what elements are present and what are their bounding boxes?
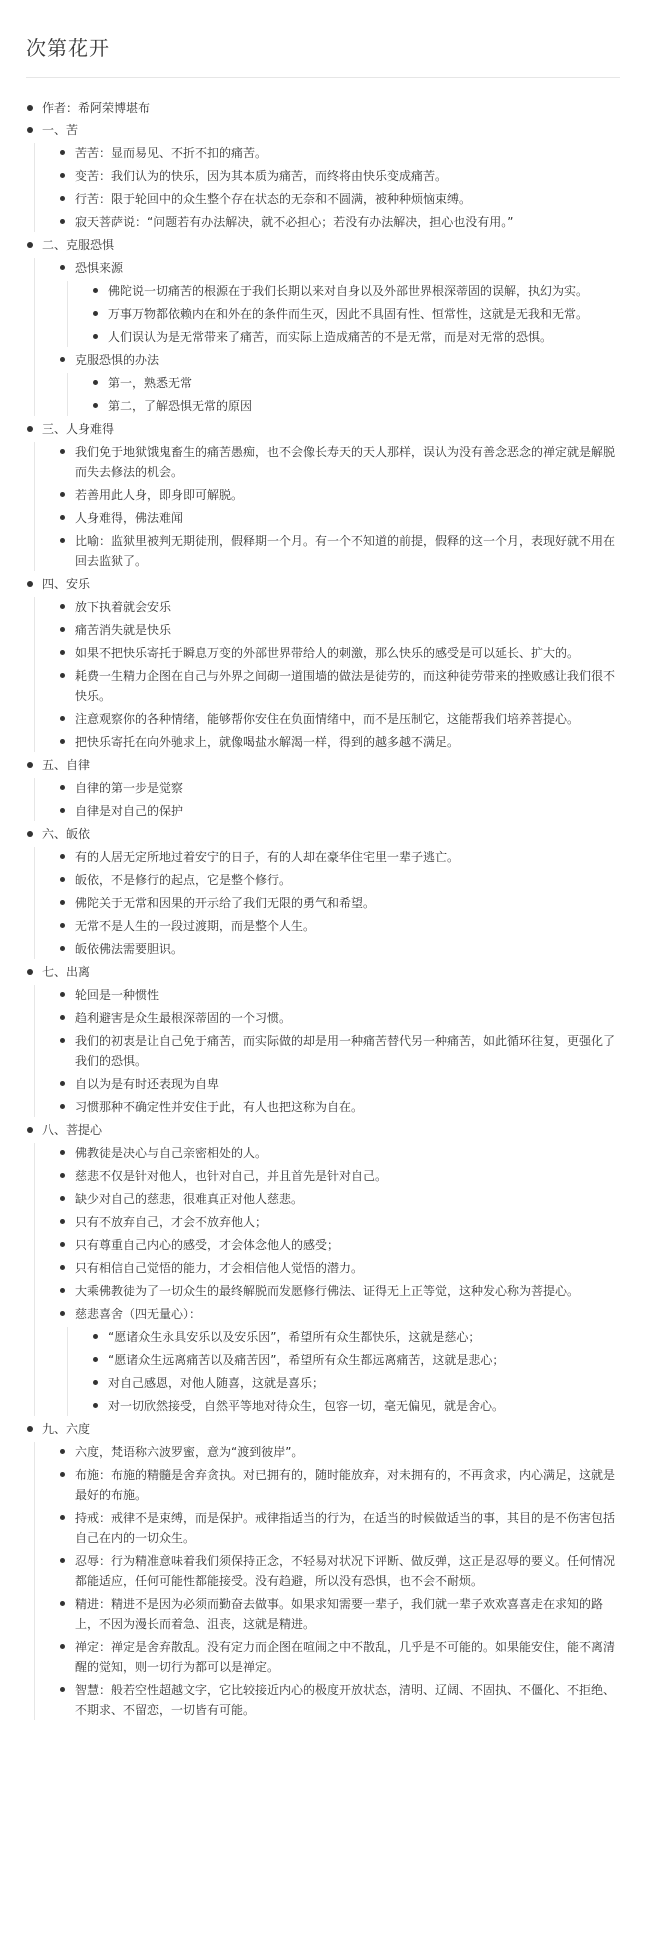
list-item [59,1304,620,1416]
list-item [59,778,620,798]
list-item [59,1074,620,1094]
nested-list-item-text: 对一切欣然接受，自然平等地对待众生，包容一切，毫无偏见，就是舍心。 [108,1399,505,1413]
list-item-text: 比喻：监狱里被判无期徒刑，假释期一个月。有一个不知道的前提，假释的这一个月，表现好就不用在回去监狱了。 [75,534,616,568]
section-sublist [34,847,620,959]
list-item-text: 自律的第一步是觉察 [75,781,184,795]
list-item [59,847,620,867]
section-sublist [34,985,620,1117]
list-item-text: 佛陀关于无常和因果的开示给了我们无限的勇气和希望。 [75,896,376,910]
list-item-text: 注意观察你的各种情绪，能够帮你安住在负面情绪中，而不是压制它，这能帮我们培养菩提心。 [75,712,580,726]
list-item-text: 佛教徒是决心与自己亲密相处的人。 [75,1146,268,1160]
list-item-text: 耗费一生精力企图在自己与外界之间砌一道围墙的做法是徒劳的，而这种徒劳带来的挫败感让我们很不快乐。 [75,669,616,703]
list-item-text: 自以为是有时还表现为自卑 [75,1077,220,1091]
nested-list-item [92,281,620,301]
list-item-text: 把快乐寄托在向外驰求上，就像喝盐水解渴一样，得到的越多越不满足。 [75,735,460,749]
list-item-text: 只有不放弃自己，才会不放弃他人； [75,1215,268,1229]
list-item [59,258,620,347]
nested-list-item [92,327,620,347]
section-heading: 一、苦 [42,123,79,137]
list-item [59,143,620,163]
list-item-text: 无常不是人生的一段过渡期，而是整个人生。 [75,919,316,933]
nested-list-item-text: 对自己感恩，对他人随喜，这就是喜乐； [108,1376,325,1390]
section-item [26,1419,620,1720]
list-item [59,442,620,482]
nested-list-item [92,1327,620,1347]
list-item-text: 只有尊重自己内心的感受，才会体念他人的感受； [75,1238,340,1252]
section-heading: 八、菩提心 [42,1123,103,1137]
list-item [59,1551,620,1591]
list-item [59,1594,620,1634]
list-item [59,1508,620,1548]
list-item [59,531,620,571]
list-item-text: 轮回是一种惯性 [75,988,160,1002]
list-item-text: 行苦：限于轮回中的众生整个存在状态的无奈和不圆满，被种种烦恼束缚。 [75,192,472,206]
nested-list-item-text: “愿诸众生永具安乐以及安乐因”，希望所有众生都快乐，这就是慈心； [108,1330,481,1344]
list-item-text: 习惯那种不确定性并安住于此，有人也把这称为自在。 [75,1100,364,1114]
list-item-text: 缺少对自己的慈悲，很难真正对他人慈悲。 [75,1192,304,1206]
list-item [59,1235,620,1255]
list-item-text: 精进：精进不是因为必须而勤奋去做事。如果求知需要一辈子，我们就一辈子欢欢喜喜走在求知的路上，不因为漫长而着急、沮丧，这就是精进。 [75,1597,604,1631]
nested-sublist [67,1327,620,1416]
section-item [26,962,620,1117]
list-item [59,1166,620,1186]
section-sublist [34,143,620,232]
section-sublist [34,1442,620,1720]
list-item [59,985,620,1005]
section-sublist [34,597,620,752]
list-item [59,709,620,729]
list-item [59,1465,620,1505]
section-sublist [34,1143,620,1416]
section-item [26,419,620,571]
nested-sublist [67,373,620,416]
section-sublist [34,442,620,571]
section-heading: 九、六度 [42,1422,91,1436]
section-item [26,824,620,959]
list-item-text: 寂天菩萨说：“问题若有办法解决，就不必担心；若没有办法解决，担心也没有用。” [75,215,514,229]
nested-list-item [92,373,620,393]
list-item-text: 我们免于地狱饿鬼畜生的痛苦愚痴，也不会像长寿天的天人那样，误认为没有善念恶念的禅定就是解脱而失去修法的机会。 [75,445,616,479]
list-item-text: 智慧：般若空性超越文字，它比较接近内心的极度开放状态，清明、辽阔、不固执、不僵化、不拒绝、不期求、不留恋，一切皆有可能。 [75,1683,616,1717]
list-item [59,1258,620,1278]
list-item-text: 变苦：我们认为的快乐，因为其本质为痛苦，而终将由快乐变成痛苦。 [75,169,448,183]
list-item [59,1680,620,1720]
list-item [59,1097,620,1117]
list-item-text: 有的人居无定所地过着安宁的日子，有的人却在豪华住宅里一辈子逃亡。 [75,850,460,864]
list-item [59,1212,620,1232]
list-item [59,801,620,821]
section-item [26,235,620,416]
list-item-text: 我们的初衷是让自己免于痛苦，而实际做的却是用一种痛苦替代另一种痛苦，如此循环往复，更强化了我们的恐惧。 [75,1034,616,1068]
list-item [59,1143,620,1163]
list-item [59,893,620,913]
nested-list-item-text: “愿诸众生远离痛苦以及痛苦因”，希望所有众生都远离痛苦，这就是悲心； [108,1353,505,1367]
nested-list-item [92,1373,620,1393]
nested-list-item-text: 人们误认为是无常带来了痛苦，而实际上造成痛苦的不是无常，而是对无常的恐惧。 [108,330,553,344]
list-item-text: 放下执着就会安乐 [75,600,172,614]
nested-list-item [92,304,620,324]
section-item [26,574,620,752]
list-item [59,1008,620,1028]
section-sublist [34,778,620,821]
list-item [59,166,620,186]
nested-sublist [67,281,620,347]
section-heading: 二、克服恐惧 [42,238,115,252]
nested-list-item [92,1350,620,1370]
nested-list-item-text: 万事万物都依赖内在和外在的条件而生灭，因此不具固有性、恒常性，这就是无我和无常。 [108,307,589,321]
section-item [26,120,620,232]
section-heading: 四、安乐 [42,577,91,591]
list-item-text: 布施：布施的精髓是舍弃贪执。对已拥有的，随时能放弃，对未拥有的，不再贪求，内心满足，这就是最好的布施。 [75,1468,616,1502]
nested-list-item [92,396,620,416]
list-item [59,732,620,752]
nested-list-item-text: 第二，了解恐惧无常的原因 [108,399,253,413]
list-item-text: 持戒：戒律不是束缚，而是保护。戒律指适当的行为，在适当的时候做适当的事，其目的是不伤害包括自己在内的一切众生。 [75,1511,616,1545]
nested-list-item [92,1396,620,1416]
list-item [59,597,620,617]
list-item-text: 克服恐惧的办法 [75,353,160,367]
section-heading: 三、人身难得 [42,422,115,436]
nested-list-item-text: 第一，熟悉无常 [108,376,193,390]
list-item [59,620,620,640]
list-item-text: 苦苦：显而易见、不折不扣的痛苦。 [75,146,268,160]
list-item-text: 自律是对自己的保护 [75,804,184,818]
list-item [59,189,620,209]
outline-list [26,98,620,1720]
page-title: 次第花开 [26,32,620,78]
list-item-text: 皈依，不是修行的起点，它是整个修行。 [75,873,292,887]
list-item [59,1442,620,1462]
list-item-text: 禅定：禅定是舍弃散乱。没有定力而企图在喧闹之中不散乱，几乎是不可能的。如果能安住，能不离清醒的觉知，则一切行为都可以是禅定。 [75,1640,616,1674]
list-item [59,1031,620,1071]
list-item [59,939,620,959]
list-item [59,666,620,706]
list-item-text: 恐惧来源 [75,261,124,275]
nested-list-item-text: 佛陀说一切痛苦的根源在于我们长期以来对自身以及外部世界根深蒂固的误解，执幻为实。 [108,284,589,298]
list-item [59,212,620,232]
list-item-text: 六度，梵语称六波罗蜜，意为“渡到彼岸”。 [75,1445,304,1459]
section-heading: 六、皈依 [42,827,91,841]
list-item [59,350,620,416]
list-item-text: 大乘佛教徒为了一切众生的最终解脱而发愿修行佛法、证得无上正等觉，这种发心称为菩提心。 [75,1284,580,1298]
list-item-text: 若善用此人身，即身即可解脱。 [75,488,244,502]
list-item-text: 只有相信自己觉悟的能力，才会相信他人觉悟的潜力。 [75,1261,364,1275]
list-item [59,508,620,528]
list-item [59,870,620,890]
list-item-text: 痛苦消失就是快乐 [75,623,172,637]
list-item [59,916,620,936]
list-item-text: 如果不把快乐寄托于瞬息万变的外部世界带给人的刺激，那么快乐的感受是可以延长、扩大的。 [75,646,580,660]
section-item [26,755,620,821]
section-item [26,1120,620,1416]
list-item-text: 皈依佛法需要胆识。 [75,942,184,956]
list-item-text: 慈悲不仅是针对他人，也针对自己，并且首先是针对自己。 [75,1169,388,1183]
section-heading: 五、自律 [42,758,91,772]
author-item: 作者：希阿荣博堪布 [26,98,620,118]
list-item-text: 慈悲喜舍（四无量心）： [75,1307,202,1321]
section-heading: 七、出离 [42,965,91,979]
list-item [59,1637,620,1677]
list-item-text: 趋利避害是众生最根深蒂固的一个习惯。 [75,1011,292,1025]
list-item [59,643,620,663]
list-item [59,485,620,505]
list-item-text: 人身难得，佛法难闻 [75,511,184,525]
section-sublist [34,258,620,416]
list-item-text: 忍辱：行为精准意味着我们须保持正念，不轻易对状况下评断、做反弹，这正是忍辱的要义。任何情况都能适应，任何可能性都能接受。没有趋避，所以没有恐惧，也不会不耐烦。 [75,1554,616,1588]
list-item [59,1281,620,1301]
list-item [59,1189,620,1209]
